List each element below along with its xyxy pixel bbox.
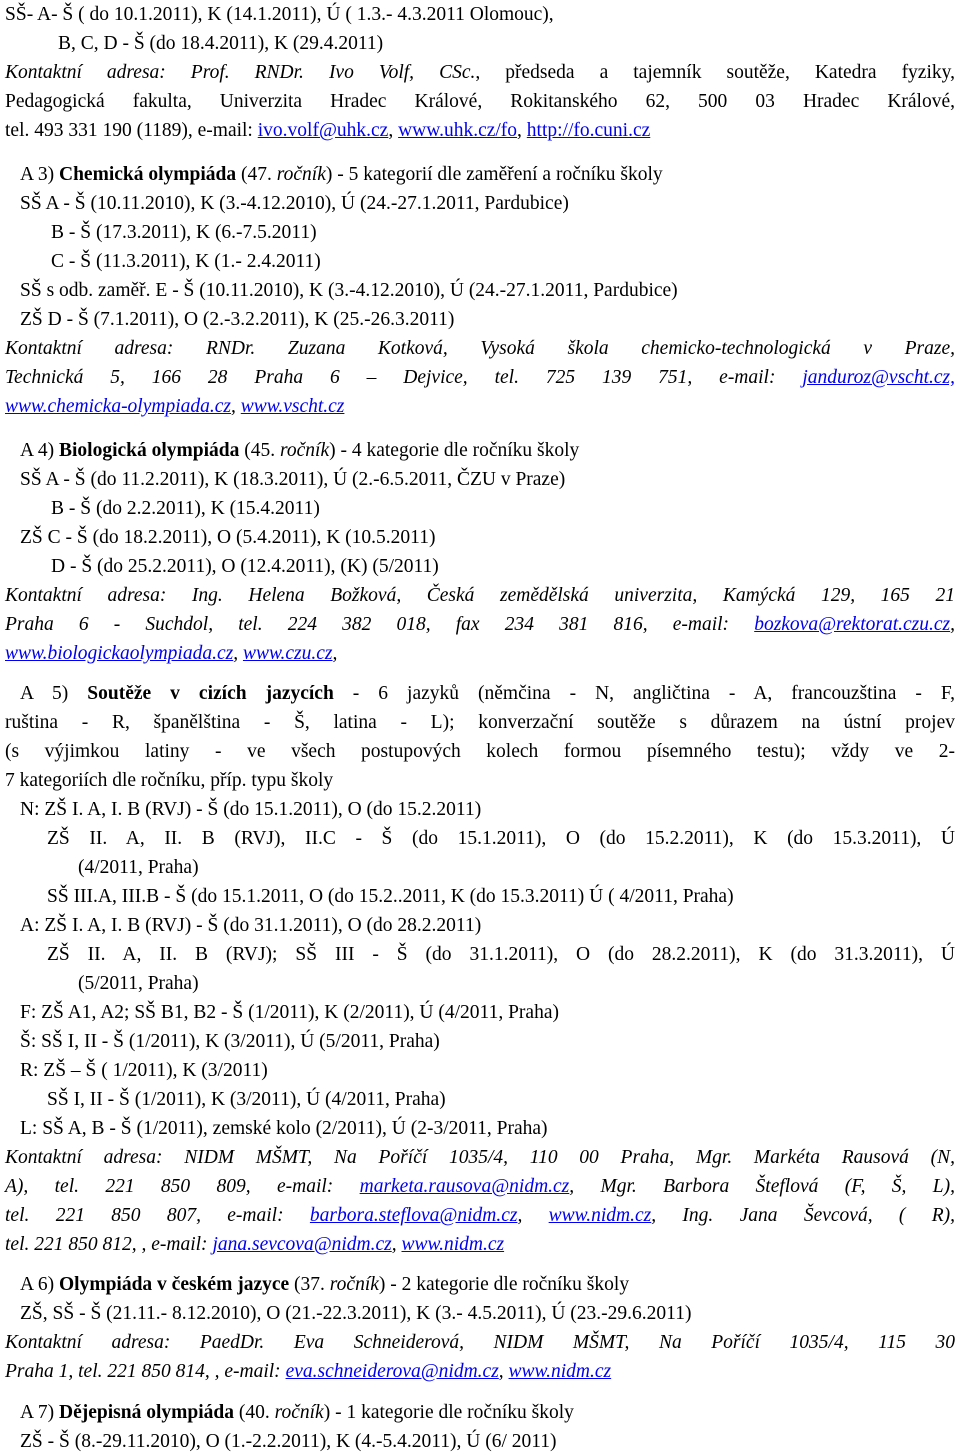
lang-category-line: L: SŠ A, B - Š (1/2011), zemské kolo (2/2011), Ú (2-3/2011, Praha) — [20, 1118, 548, 1139]
bio-heading: A 4) Biologická olympiáda (45. ročník) - 4 kategorie dle ročníku školy — [20, 440, 580, 461]
fo-contact-line-1 — [5, 58, 955, 87]
hist-title: Dějepisná olympiáda — [59, 1402, 234, 1423]
lang-title: Soutěže v cizích jazycích — [87, 683, 334, 704]
lang-description-line: 7 kategoriích dle ročníku, příp. typu školy — [5, 770, 334, 791]
chem-heading: A 3) Chemická olympiáda (47. ročník) - 5 kategorií dle zaměření a ročníku školy — [20, 164, 663, 185]
bio-web-link-1[interactable]: www.biologickaolympiada.cz — [5, 643, 234, 664]
cz-email-link[interactable]: eva.schneiderova@nidm.cz — [285, 1361, 499, 1382]
lang-email-link-1[interactable]: marketa.rausova@nidm.cz — [359, 1176, 570, 1197]
lang-web-link-1[interactable]: www.nidm.cz — [548, 1205, 652, 1226]
lang-description-line: ruština - R, španělština - Š, latina - L); konverzační soutěže s důrazem na ústní projev — [5, 712, 955, 733]
chem-category-line: B - Š (17.3.2011), K (6.-7.5.2011) — [51, 222, 317, 243]
bio-email-link[interactable]: bozkova@rektorat.czu.cz — [754, 614, 951, 635]
fo-contact-line-3: tel. 493 331 190 (1189), e-mail: ivo.volf@uhk.cz, www.uhk.cz/fo, http://fo.cuni.cz — [5, 120, 651, 141]
lang-contact-line-1: Kontaktní adresa: NIDM MŠMT, Na Poříčí 1035/4, 110 00 Praha, Mgr. Markéta Rausová (N, — [5, 1147, 955, 1168]
bio-category-line: ZŠ C - Š (do 18.2.2011), O (5.4.2011), K (10.5.2011) — [20, 527, 436, 548]
chem-email-link[interactable]: janduroz@vscht.cz, — [802, 367, 955, 388]
cz-contact-line-2: Praha 1, tel. 221 850 814, , e-mail: eva.schneiderova@nidm.cz, www.nidm.cz — [5, 1361, 612, 1382]
bio-contact-line-1: Kontaktní adresa: Ing. Helena Božková, Česká zemědělská univerzita, Kamýcká 129, 165 21 — [5, 585, 955, 606]
chem-category-line: SŠ s odb. zaměř. E - Š (10.11.2010), K (3.-4.12.2010), Ú (24.-27.1.2011, Pardubice) — [20, 280, 678, 301]
chem-web-line: www.chemicka-olympiada.cz, www.vscht.cz — [5, 396, 345, 417]
hist-heading: A 7) Dějepisná olympiáda (40. ročník) - 1 kategorie dle ročníku školy — [20, 1402, 574, 1423]
bio-category-line: B - Š (do 2.2.2011), K (15.4.2011) — [51, 498, 320, 519]
lang-heading: A 5) Soutěže v cizích jazycích - 6 jazyků (němčina - N, angličtina - A, francouzština - F, — [20, 683, 956, 704]
lang-email-link-3[interactable]: jana.sevcova@nidm.cz — [212, 1234, 392, 1255]
chem-category-line: C - Š (11.3.2011), K (1.- 2.4.2011) — [51, 251, 321, 272]
cz-contact-line-1: Kontaktní adresa: PaedDr. Eva Schneiderová, NIDM MŠMT, Na Poříčí 1035/4, 115 30 — [5, 1332, 955, 1353]
bio-category-line: SŠ A - Š (do 11.2.2011), K (18.3.2011), Ú (2.-6.5.2011, ČZU v Praze) — [20, 469, 566, 490]
lang-contact-line-2: A), tel. 221 850 809, e-mail: marketa.rausova@nidm.cz, Mgr. Barbora Šteflová (F, Š, L), — [5, 1176, 955, 1197]
cz-category-line: ZŠ, SŠ - Š (21.11.- 8.12.2010), O (21.-22.3.2011), K (3.- 4.5.2011), Ú (23.-29.6.2011) — [20, 1303, 692, 1324]
cz-heading: A 6) Olympiáda v českém jazyce (37. ročník) - 2 kategorie dle ročníku školy — [20, 1274, 630, 1295]
bio-category-line: D - Š (do 25.2.2011), O (12.4.2011), (K) (5/2011) — [51, 556, 439, 577]
bio-title: Biologická olympiáda — [59, 440, 240, 461]
lang-email-link-2[interactable]: barbora.steflova@nidm.cz — [309, 1205, 518, 1226]
bio-contact-line-2: Praha 6 - Suchdol, tel. 224 382 018, fax 234 381 816, e-mail: bozkova@rektorat.czu.cz, — [5, 614, 955, 635]
chem-contact-line-1: Kontaktní adresa: RNDr. Zuzana Kotková, Vysoká škola chemicko-technologická v Praze, — [5, 338, 955, 359]
fo-contact-line-2: Pedagogická fakulta, Univerzita Hradec Králové, Rokitanského 62, 500 03 Hradec Králové, — [5, 91, 955, 112]
lang-category-line: SŠ III.A, III.B - Š (do 15.1.2011, O (do 15.2..2011, K (do 15.3.2011) Ú ( 4/2011, Praha) — [47, 886, 734, 907]
lang-category-line: R: ZŠ – Š ( 1/2011), K (3/2011) — [20, 1060, 268, 1081]
fo-contact-role: , předseda a tajemník soutěže, Katedra fyziky, — [475, 62, 955, 83]
lang-web-link-2[interactable]: www.nidm.cz — [401, 1234, 505, 1255]
fo-email-link[interactable]: ivo.volf@uhk.cz — [257, 120, 389, 141]
bio-web-line: www.biologickaolympiada.cz, www.czu.cz, — [5, 643, 338, 664]
chem-web-link-1[interactable]: www.chemicka-olympiada.cz — [5, 396, 232, 417]
lang-category-line: N: ZŠ I. A, I. B (RVJ) - Š (do 15.1.2011), O (do 15.2.2011) — [20, 799, 482, 820]
fo-web-link-1[interactable]: www.uhk.cz/fo — [398, 120, 518, 141]
chem-category-line: ZŠ D - Š (7.1.2011), O (2.-3.2.2011), K (25.-26.3.2011) — [20, 309, 455, 330]
lang-category-line: ZŠ II. A, II. B (RVJ), II.C - Š (do 15.1.2011), O (do 15.2.2011), K (do 15.3.2011), Ú — [47, 828, 955, 849]
cz-web-link[interactable]: www.nidm.cz — [508, 1361, 612, 1382]
lang-contact-line-4: tel. 221 850 812, , e-mail: jana.sevcova@nidm.cz, www.nidm.cz — [5, 1234, 505, 1255]
chem-category-line: SŠ A - Š (10.11.2010), K (3.-4.12.2010), Ú (24.-27.1.2011, Pardubice) — [20, 193, 569, 214]
chem-contact-line-2: Technická 5, 166 28 Praha 6 – Dejvice, tel. 725 139 751, e-mail: janduroz@vscht.cz, — [5, 367, 955, 388]
lang-category-line: SŠ I, II - Š (1/2011), K (3/2011), Ú (4/2011, Praha) — [47, 1089, 446, 1110]
lang-description-line: (s výjimkou latiny - ve všech postupových kolech formou písemného testu); vždy ve 2- — [5, 741, 955, 762]
chem-web-link-2[interactable]: www.vscht.cz — [240, 396, 345, 417]
lang-category-line: (5/2011, Praha) — [78, 973, 199, 994]
cz-title: Olympiáda v českém jazyce — [59, 1274, 290, 1295]
fo-schedule-line-2: B, C, D - Š (do 18.4.2011), K (29.4.2011) — [58, 33, 384, 54]
chem-title: Chemická olympiáda — [59, 164, 237, 185]
lang-category-line: ZŠ II. A, II. B (RVJ); SŠ III - Š (do 31.1.2011), O (do 28.2.2011), K (do 31.3.2011), Ú — [47, 944, 955, 965]
hist-category-line: ZŠ - Š (8.-29.11.2010), O (1.-2.2.2011), K (4.-5.4.2011), Ú (6/ 2011) — [20, 1431, 557, 1452]
fo-schedule-line-1: SŠ- A- Š ( do 10.1.2011), K (14.1.2011), Ú ( 1.3.- 4.3.2011 Olomouc), — [5, 4, 554, 25]
lang-category-line: F: ZŠ A1, A2; SŠ B1, B2 - Š (1/2011), K (2/2011), Ú (4/2011, Praha) — [20, 1002, 559, 1023]
fo-contact-label: Kontaktní adresa: Prof. RNDr. Ivo Volf, CSc. — [5, 62, 476, 83]
bio-web-link-2[interactable]: www.czu.cz — [242, 643, 333, 664]
lang-category-line: (4/2011, Praha) — [78, 857, 199, 878]
fo-web-link-2[interactable]: http://fo.cuni.cz — [526, 120, 651, 141]
lang-category-line: A: ZŠ I. A, I. B (RVJ) - Š (do 31.1.2011), O (do 28.2.2011) — [20, 915, 482, 936]
lang-category-line: Š: SŠ I, II - Š (1/2011), K (3/2011), Ú (5/2011, Praha) — [20, 1031, 440, 1052]
lang-contact-line-3: tel. 221 850 807, e-mail: barbora.steflova@nidm.cz, www.nidm.cz, Ing. Jana Ševcová, ( R), — [5, 1205, 955, 1226]
